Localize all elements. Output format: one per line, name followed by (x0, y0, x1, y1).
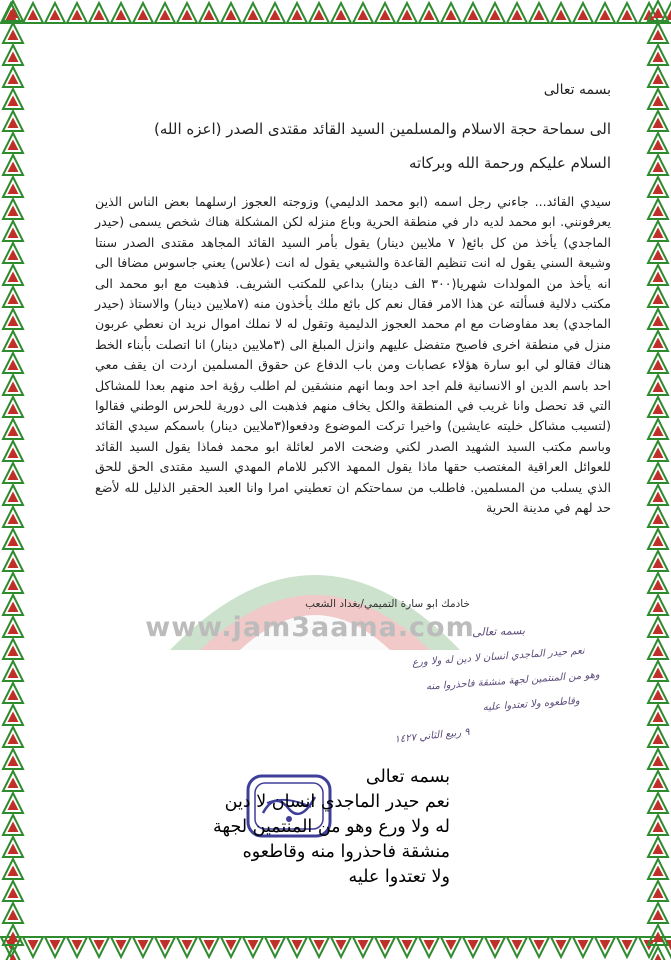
border-motif (648, 397, 668, 417)
handwritten-title: بسمه تعالى (471, 624, 526, 639)
border-motif (3, 309, 23, 329)
border-motif (648, 529, 668, 549)
border-motif (3, 661, 23, 681)
border-motif (309, 937, 329, 957)
border-motif (648, 89, 668, 109)
border-motif (648, 683, 668, 703)
border-motif (573, 3, 593, 23)
border-motif (3, 683, 23, 703)
border-motif (485, 937, 505, 957)
border-motif (331, 3, 351, 23)
border-motif (3, 727, 23, 747)
border-motif (3, 133, 23, 153)
border-motif (648, 243, 668, 263)
border-motif (648, 1, 668, 21)
border-motif (648, 353, 668, 373)
border-motif (441, 937, 461, 957)
border-motif (3, 67, 23, 87)
border-motif (23, 3, 43, 23)
border-motif (309, 3, 329, 23)
border-motif (529, 3, 549, 23)
border-motif (648, 199, 668, 219)
border-motif (3, 353, 23, 373)
border-motif (648, 111, 668, 131)
ornamental-border-right (645, 0, 671, 960)
border-motif (3, 111, 23, 131)
border-motif (648, 441, 668, 461)
border-motif (648, 639, 668, 659)
border-motif (648, 309, 668, 329)
border-motif (648, 771, 668, 791)
border-motif (133, 3, 153, 23)
ornamental-border-bottom (0, 934, 671, 960)
letter-addressee: الى سماحة حجة الاسلام والمسلمين السيد القائد مقتدى الصدر (اعزه الله) (154, 120, 611, 138)
border-motif (3, 1, 23, 21)
border-motif (507, 937, 527, 957)
letter-salutation: بسمه تعالى (543, 82, 611, 98)
border-motif (133, 937, 153, 957)
border-motif (3, 771, 23, 791)
border-motif (3, 45, 23, 65)
border-motif (3, 837, 23, 857)
border-motif (3, 551, 23, 571)
handwritten-line-3: وقاطعوه ولا تعتدوا عليه (482, 695, 581, 714)
border-motif (617, 3, 637, 23)
border-motif (648, 749, 668, 769)
border-motif (199, 937, 219, 957)
border-motif (573, 937, 593, 957)
border-motif (419, 3, 439, 23)
border-motif (617, 937, 637, 957)
border-motif (3, 573, 23, 593)
border-motif (648, 221, 668, 241)
border-motif (3, 89, 23, 109)
border-motif (265, 937, 285, 957)
border-motif (648, 705, 668, 725)
border-motif (3, 485, 23, 505)
border-motif (45, 3, 65, 23)
border-motif (397, 3, 417, 23)
border-motif (221, 937, 241, 957)
typed-line: نعم حيدر الماجدي انسان لا دين (224, 792, 450, 812)
border-motif (3, 463, 23, 483)
border-motif (648, 551, 668, 571)
border-motif (648, 903, 668, 923)
border-motif (648, 485, 668, 505)
typed-line: منشقة فاحذروا منه وقاطعوه (242, 842, 450, 862)
border-motif (111, 937, 131, 957)
border-motif (3, 529, 23, 549)
border-motif (397, 937, 417, 957)
border-motif (648, 265, 668, 285)
border-motif (648, 507, 668, 527)
border-motif (89, 3, 109, 23)
border-motif (648, 23, 668, 43)
border-motif (3, 441, 23, 461)
border-motif (648, 133, 668, 153)
border-motif (648, 67, 668, 87)
border-motif (331, 937, 351, 957)
border-motif (3, 617, 23, 637)
border-motif (243, 3, 263, 23)
border-motif (648, 837, 668, 857)
border-motif (441, 3, 461, 23)
watermark-url: www.jam3aama.com (145, 612, 475, 643)
letter-greeting: السلام عليكم ورحمة الله وبركاته (409, 154, 611, 172)
border-motif (111, 3, 131, 23)
border-motif (648, 617, 668, 637)
border-motif (648, 881, 668, 901)
border-motif (375, 937, 395, 957)
border-motif (353, 3, 373, 23)
border-motif (3, 287, 23, 307)
border-motif (89, 937, 109, 957)
border-motif (648, 155, 668, 175)
border-motif (648, 815, 668, 835)
border-motif (3, 903, 23, 923)
border-motif (353, 937, 373, 957)
handwritten-line-1: نعم حيدر الماجدي انسان لا دين له ولا ورع (411, 645, 586, 669)
border-motif (177, 3, 197, 23)
letter-signature: خادمك ابو سارة التميمي/بغداد الشعب (305, 598, 470, 610)
border-motif (265, 3, 285, 23)
border-motif (23, 937, 43, 957)
handwritten-line-2: وهو من المنتمين لجهة منشقة فاحذروا منه (425, 669, 601, 693)
border-motif (287, 937, 307, 957)
border-motif (3, 925, 23, 945)
border-motif (243, 937, 263, 957)
border-motif (595, 937, 615, 957)
typed-line: بسمه تعالى (365, 767, 450, 787)
border-motif (648, 573, 668, 593)
border-motif (287, 3, 307, 23)
border-motif (3, 749, 23, 769)
border-motif (3, 639, 23, 659)
border-motif (375, 3, 395, 23)
border-motif (648, 793, 668, 813)
border-motif (648, 727, 668, 747)
border-motif (3, 507, 23, 527)
typed-line: له ولا ورع وهو من المنتمين لجهة (213, 817, 450, 837)
border-motif (648, 947, 668, 960)
border-motif (3, 331, 23, 351)
border-motif (3, 881, 23, 901)
border-motif (551, 937, 571, 957)
border-motif (648, 925, 668, 945)
border-motif (648, 177, 668, 197)
border-motif (3, 397, 23, 417)
border-motif (3, 793, 23, 813)
border-motif (3, 221, 23, 241)
border-motif (3, 859, 23, 879)
border-motif (648, 331, 668, 351)
border-motif (648, 287, 668, 307)
letter-body: سيدي القائد... جاءني رجل اسمه (ابو محمد الدليمي) وزوجته العجوز ارسلهما بعض الناس الذين يعرفونني. ابو محمد لديه دار في منطقة الحرية وباع منزله لكن المشكلة هناك شخص يسمى (حيدر الماجدي) يأخذ من كل بائع( ٧ ملايين دينار) يقول بأمر السيد القائد المجاهد مقتدى الصدر سنتا وشيعة السني يقول له انت تنظيم القاعدة والشيعي يقول له انت (علاس) يعني جاسوس مضافا الى انه يأخذ من المولدات شهريا(٣٠٠ الف دينار) بداعي للمكتب الشريف. فذهبت مع ابو محمد الى مكتب دلالية فسألته عن هذا الامر فقال نعم كل بائع ملك يأخذون منه (٧ملايين دينار) والاستاذ (حيدر الماجدي) بعد مفاوضات مع ام محمد العجوز الدليمية وتقول له لا نملك اموال نريد ان نعطي عربون منزل في منطقة اخرى فاصبح متفضل عليهم وانزل المبلغ الى (٣ملايين دينار) انا اتصلت بأبناء الخط هناك فقالو لي ابو سارة هؤلاء عصابات ومن باب الدفاع عن حقوق المسلمين اردت ان يقف معي احد باسم الدين او الانسانية فلم اجد احد وبما انهم منشقين لم اطلب رؤية احد منهم بعدا للمشاكل التي قد تحصل وانا غريب في المنطقة والكل يخاف منهم فذهبت الى دورية للحرس الوطني فقالوا (لتسيب مشاكل خليته عايشين) واخيرا تركت الموضوع ودفعوا(٣ملايين دينار) باسمكم سيدي القائد وباسم مكتب السيد الشهيد الصدر لكني وضحت الامر لعائلة ابو محمد فماذا يقول السيد القائد للعوائل العراقية المغتصب حقها ماذا يقول الممهد الاكبر للامام المهدي السيد مقتدى الحق للحق الذي يسلب من المسلمين. فاطلب من سماحتكم ان تعطيني امرا وانا العبد الحقير الذليل لله لأضع حد لهم في مدينة الحرية (95, 194, 612, 516)
border-motif (67, 937, 87, 957)
border-motif (529, 937, 549, 957)
border-motif (155, 937, 175, 957)
border-motif (463, 937, 483, 957)
border-motif (155, 3, 175, 23)
border-motif (177, 937, 197, 957)
typed-reply-excerpt (40, 765, 450, 890)
border-motif (3, 419, 23, 439)
border-motif (3, 265, 23, 285)
border-motif (199, 3, 219, 23)
border-motif (419, 937, 439, 957)
ornamental-border-left (0, 0, 26, 960)
border-motif (551, 3, 571, 23)
border-motif (3, 23, 23, 43)
border-motif (45, 937, 65, 957)
border-motif (648, 375, 668, 395)
border-motif (648, 595, 668, 615)
handwritten-date: ٩ ربيع الثاني ١٤٢٧ (394, 726, 471, 746)
border-motif (648, 859, 668, 879)
border-motif (3, 199, 23, 219)
border-motif (648, 661, 668, 681)
border-motif (3, 815, 23, 835)
typed-line: ولا تعتدوا عليه (348, 867, 450, 887)
border-motif (3, 243, 23, 263)
ornamental-border-top (0, 0, 671, 26)
border-motif (648, 45, 668, 65)
border-motif (463, 3, 483, 23)
border-motif (3, 155, 23, 175)
border-motif (648, 419, 668, 439)
border-motif (507, 3, 527, 23)
border-motif (3, 947, 23, 960)
border-motif (485, 3, 505, 23)
border-motif (3, 177, 23, 197)
border-motif (648, 463, 668, 483)
border-motif (221, 3, 241, 23)
border-motif (3, 595, 23, 615)
border-motif (3, 705, 23, 725)
border-motif (595, 3, 615, 23)
border-motif (67, 3, 87, 23)
border-motif (3, 375, 23, 395)
